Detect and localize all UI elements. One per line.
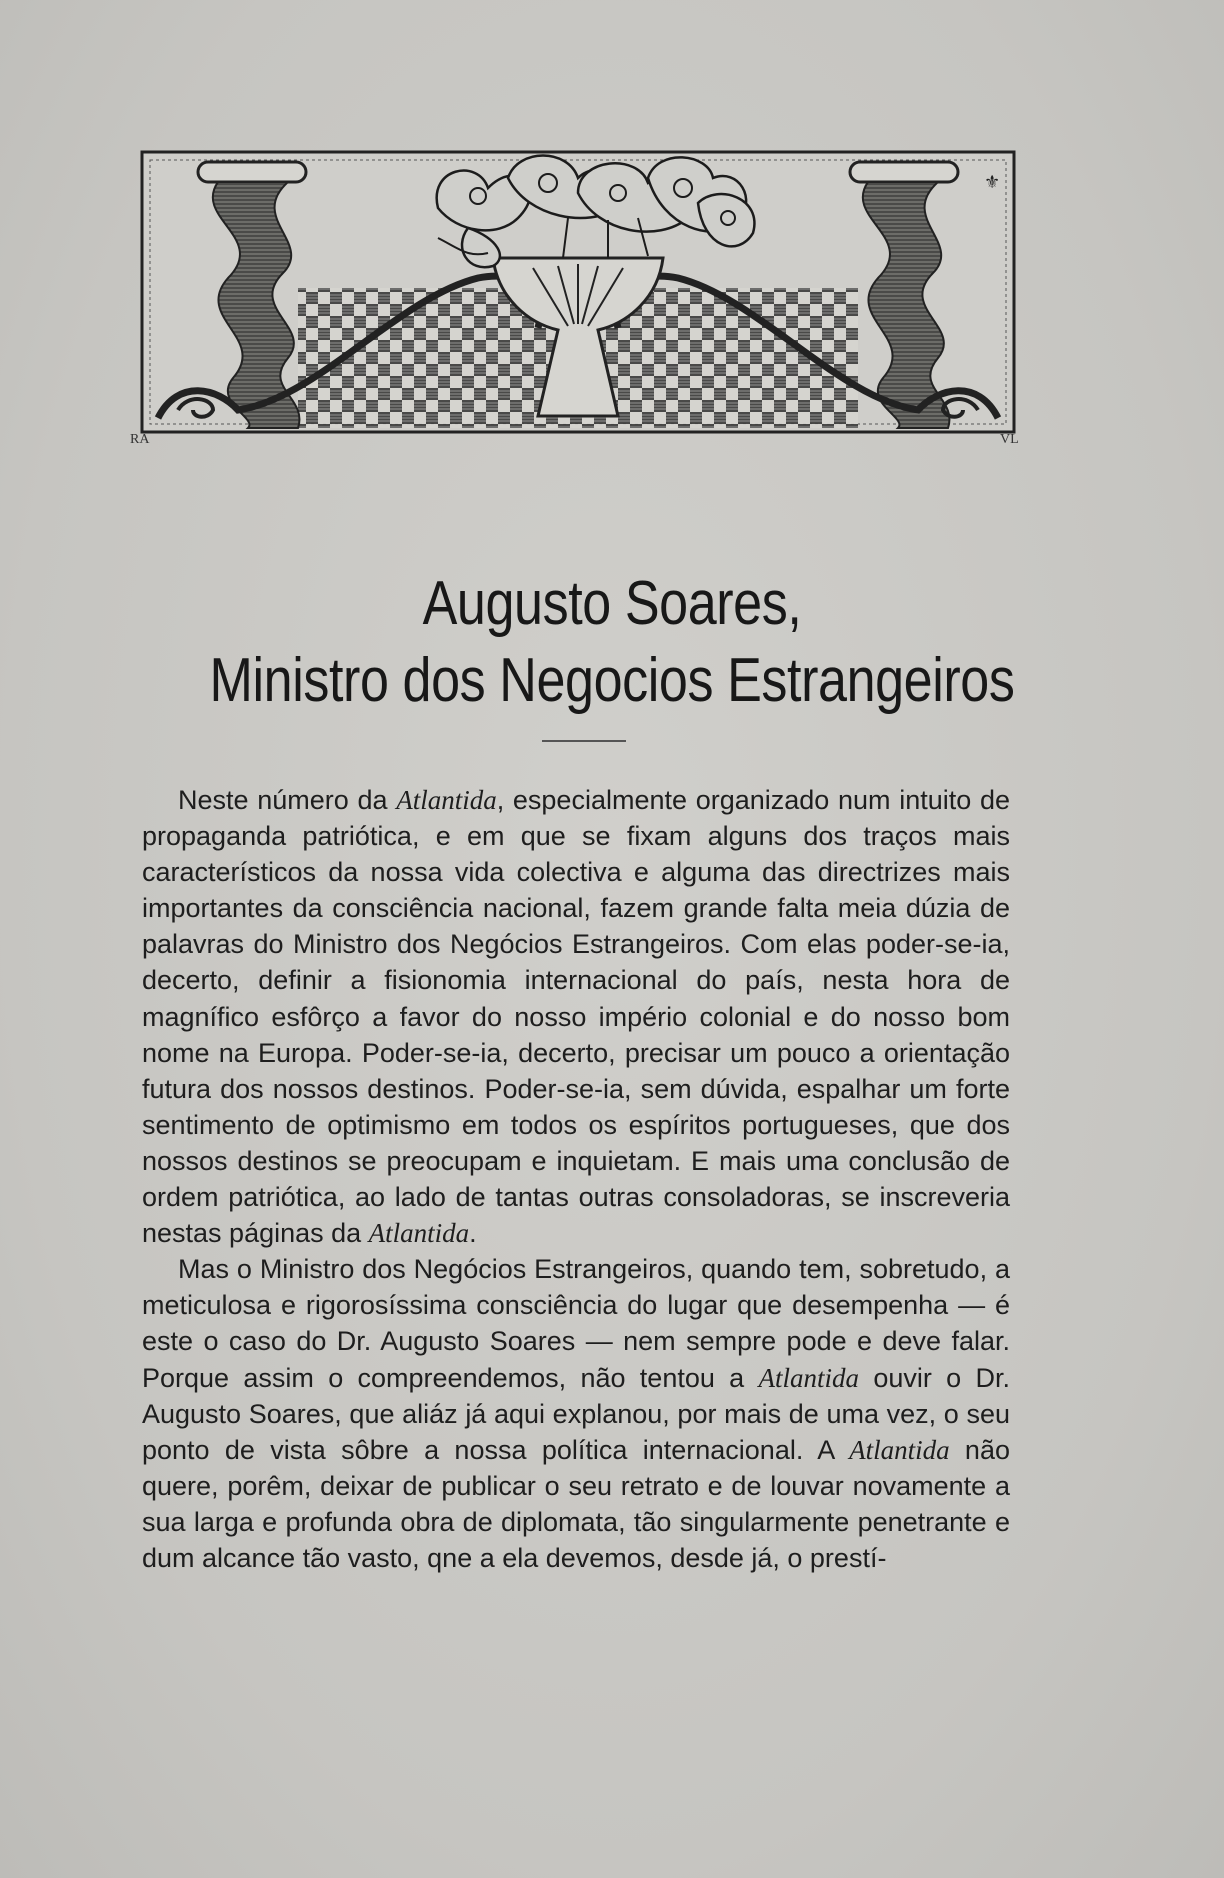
svg-text:⚜: ⚜: [984, 172, 1001, 193]
paragraph-text: ouvir o Dr. Augusto Soares, que aliáz já aqui explanou, por mais de uma vez, o seu ponto de vista sôbre a nossa política internacional. A: [142, 1362, 1010, 1465]
title-divider: [542, 740, 626, 742]
engraver-signature-left: RA: [130, 432, 150, 447]
italic-title-text: Atlantida: [758, 1362, 860, 1393]
italic-title-text: Atlantida: [849, 1434, 950, 1465]
italic-title-text: Atlantida: [368, 1218, 470, 1249]
body-paragraph: [142, 782, 1010, 1251]
article-title-line-1: Augusto Soares,: [422, 569, 802, 638]
paragraph-text: não quere, porêm, deixar de publicar o seu retrato e de louvar novamente a sua larga e profunda obra de diplomata, tão singularmente penetrante e dum alcance tão vasto, qne a ela devemos, desde já, o prestí-: [142, 1434, 1010, 1573]
paragraph-text: .: [469, 1218, 477, 1249]
article-body: [142, 782, 1010, 1576]
engraver-signature-right: VL: [1000, 432, 1019, 447]
paragraph-text: , especialmente organizado num intuito de propaganda patriótica, e em que se fixam alguns dos traços mais característicos da nossa vida colectiva e alguma das directrizes mais importantes da consciência nacional, fazem grande falta meia dúzia de palavras do Ministro dos Negócios Estrangeiros. Com elas poder-se-ia, decerto, definir a fisionomia internacional do país, nesta hora de magnífico esfôrço a favor do nosso império colonial e do nosso bom nome na Europa. Poder-se-ia, decerto, precisar um pouco a orientação futura dos nossos destinos. Poder-se-ia, sem dúvida, espalhar um forte sentimento de optimismo em todos os espíritos portugueses, que dos nossos destinos se preocupam e inquietam. E mais uma conclusão de ordem patriótica, ao lado de tantas outras consoladoras, se inscreveria nestas páginas da: [142, 785, 1010, 1249]
paragraph-text: Neste número da: [178, 785, 397, 815]
paragraph-text: Mas o Ministro dos Negócios Estrangeiros, quando tem, sobretudo, a meticulosa e rigorosíssima consciência do lugar que desempenha — é este o caso do Dr. Augusto Soares — nem sempre pode e deve falar. Porque assim o compreendemos, não tentou a: [142, 1254, 1010, 1393]
body-paragraph: [142, 1251, 1010, 1576]
article-title-line-2: Ministro dos Negocios Estrangeiros: [209, 646, 1015, 715]
floral-headpiece-ornament: [138, 148, 1018, 468]
italic-title-text: Atlantida: [396, 785, 497, 815]
